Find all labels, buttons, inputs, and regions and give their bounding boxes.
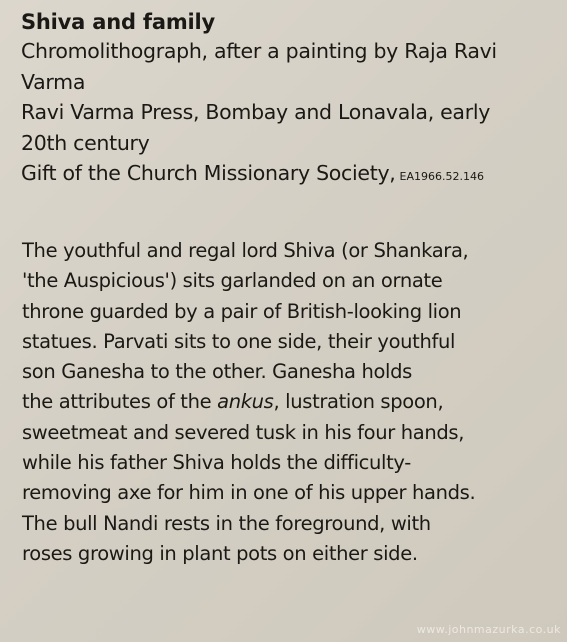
description-line-2: 'the Auspicious') sits garlanded on an ornate [22, 269, 443, 293]
photographer-watermark: www.johnmazurka.co.uk [416, 623, 561, 636]
description-line-6 [22, 387, 557, 417]
gift-credit-line [21, 158, 551, 193]
publisher-line-2: 20th century [21, 130, 150, 155]
publisher-line-1: Ravi Varma Press, Bombay and Lonavala, early [21, 100, 491, 124]
description-line-8: while his father Shiva holds the difficulty- [22, 451, 411, 475]
description-line-3: throne guarded by a pair of British-looking lion [22, 299, 462, 323]
gift-credit-text: Gift of the Church Missionary Society, [21, 161, 396, 185]
description-line-10: The bull Nandi rests in the foreground, with [22, 511, 431, 535]
medium-line-1: Chromolithograph, after a painting by Raja Ravi [21, 39, 497, 63]
medium-line-2: Varma [21, 69, 86, 94]
description-line-6-end: , lustration spoon, [273, 390, 444, 414]
artwork-title: Shiva and family [21, 10, 215, 34]
italic-term-ankus: ankus [217, 390, 274, 414]
label-header [21, 8, 551, 193]
description-text [22, 236, 557, 569]
description-line-11: roses growing in plant pots on either side. [22, 541, 418, 565]
description-line-1: The youthful and regal lord Shiva (or Shankara, [22, 239, 469, 262]
accession-number: EA1966.52.146 [399, 170, 484, 183]
description-line-4: statues. Parvati sits to one side, their youthful [22, 329, 456, 353]
description-line-5: son Ganesha to the other. Ganesha holds [22, 360, 412, 384]
description-line-7: sweetmeat and severed tusk in his four hands, [22, 420, 465, 444]
description-line-6-start: the attributes of the [22, 390, 218, 414]
description-line-9: removing axe for him in one of his upper hands. [22, 481, 476, 505]
